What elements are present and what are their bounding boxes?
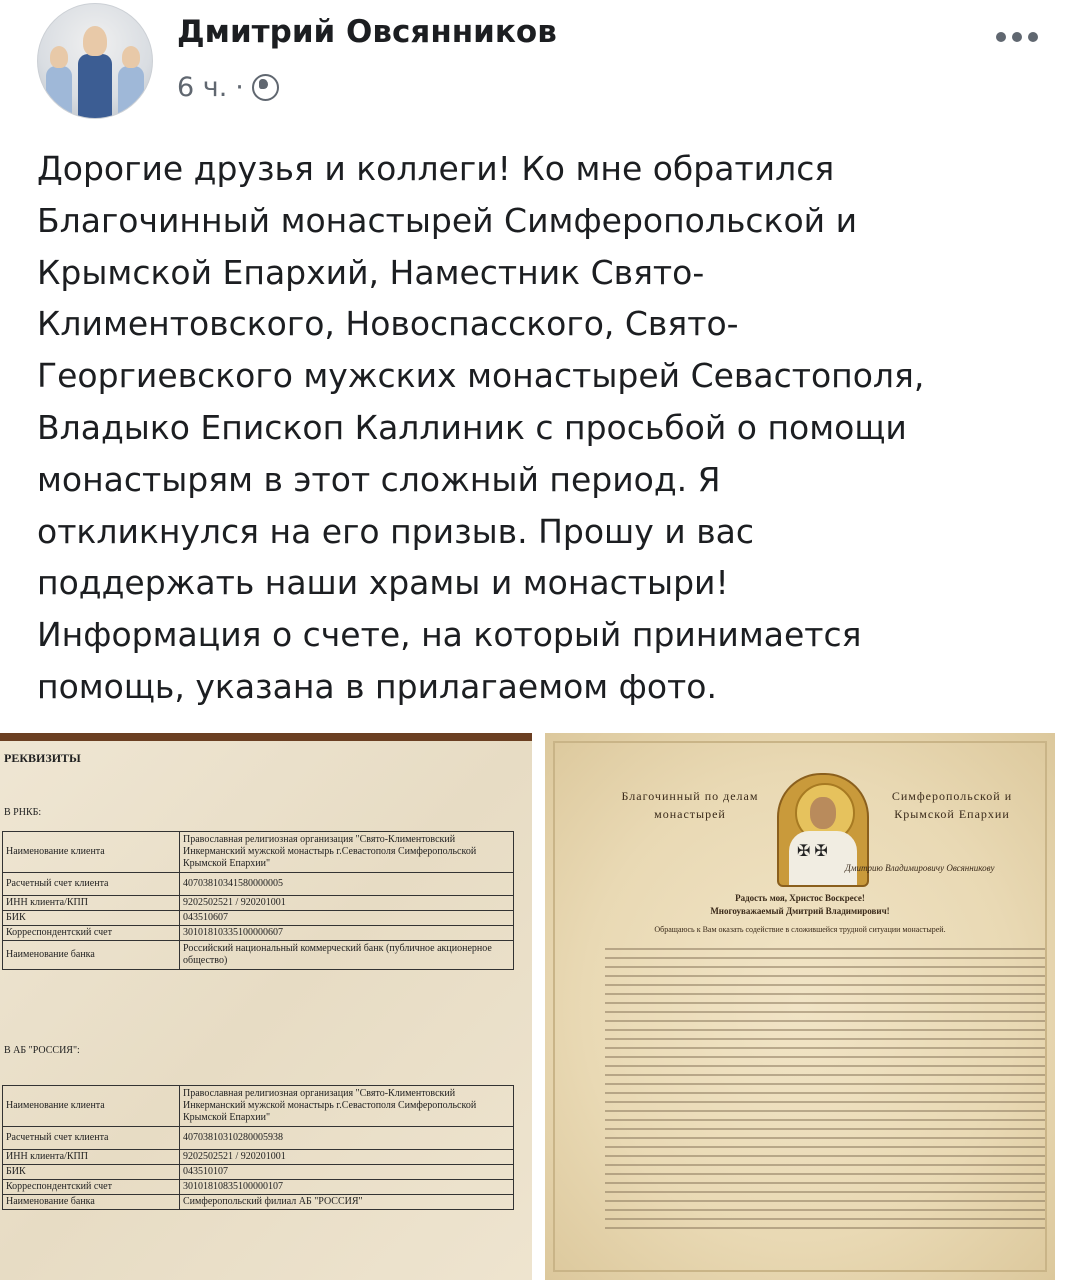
author-avatar[interactable] <box>37 3 153 119</box>
rnkb-table <box>2 831 514 970</box>
table-row: БИК 043510107 <box>3 1165 514 1180</box>
table-row: Расчетный счет клиента 40703810310280005938 <box>3 1127 514 1150</box>
table-row: ИНН клиента/КПП 9202502521 / 920201001 <box>3 1150 514 1165</box>
letter-greeting-2: Многоуважаемый Дмитрий Владимирович! <box>710 906 890 916</box>
post-text: Дорогие друзья и коллеги! Ко мне обратился Благочинный монастырей Симферопольской и Крымской Епархий, Наместник Свято- Климентовского, Новоспасского, Свято- Георгиевского мужских монастырей Севастополя, Владыко Епископ Каллиник с просьбой о помощи монастырям в этот сложный период. Я откликнулся на его призыв. Прошу и вас поддержать наши храмы и монастыри! Информация о счете, на который принимается помощь, указана в прилагаемом фото. <box>37 149 925 706</box>
requisites-title: РЕКВИЗИТЫ <box>4 751 81 765</box>
author-name[interactable]: Дмитрий Овсянников <box>177 14 557 50</box>
meta-separator: · <box>235 71 244 103</box>
section-rnkb-heading: В РНКБ: <box>4 807 42 818</box>
letter-body-lines <box>605 948 1045 1236</box>
section-russia-heading: В АБ "РОССИЯ": <box>4 1045 80 1056</box>
letter-greeting-1: Радость моя, Христос Воскресе! <box>735 893 865 903</box>
table-row: БИК 043510607 <box>3 911 514 926</box>
globe-icon[interactable] <box>252 74 279 101</box>
more-options-icon[interactable] <box>996 32 1038 42</box>
letter-heading-left: Благочинный по делам монастырей <box>621 789 759 821</box>
russia-table <box>2 1085 514 1210</box>
table-row: Корреспондентский счет 30101810335100000607 <box>3 926 514 941</box>
table-row: Наименование клиента Православная религиозная организация "Свято-Климентовский Инкерманский мужской монастырь г.Севастополя Симферопольской Крымской Епархии" <box>3 832 514 873</box>
table-row: Наименование банка Российский национальный коммерческий банк (публичное акционерное общество) <box>3 941 514 970</box>
table-row: Корреспондентский счет 30101810835100000107 <box>3 1180 514 1195</box>
photo-top-border <box>0 733 532 741</box>
letter-heading-right: Симферопольской и Крымской Епархии <box>891 789 1013 821</box>
letter-addressee: Дмитрию Владимировичу Овсянникову <box>845 863 995 873</box>
table-row: Наименование банка Симферопольский филиал АБ "РОССИЯ" <box>3 1195 514 1210</box>
photo-bank-details[interactable] <box>0 733 532 1280</box>
table-row: Расчетный счет клиента 40703810341580000005 <box>3 873 514 896</box>
post-time[interactable]: 6 ч. <box>177 71 228 103</box>
table-row: Наименование клиента Православная религиозная организация "Свято-Климентовский Инкерманский мужской монастырь г.Севастополя Симферопольской Крымской Епархии" <box>3 1086 514 1127</box>
letter-lead: Обращаюсь к Вам оказать содействие в сложившейся трудной ситуации монастырей. <box>654 925 946 934</box>
post-header <box>0 0 1078 120</box>
post-meta <box>177 70 279 104</box>
photo-letter[interactable] <box>545 733 1055 1280</box>
table-row: ИНН клиента/КПП 9202502521 / 920201001 <box>3 896 514 911</box>
